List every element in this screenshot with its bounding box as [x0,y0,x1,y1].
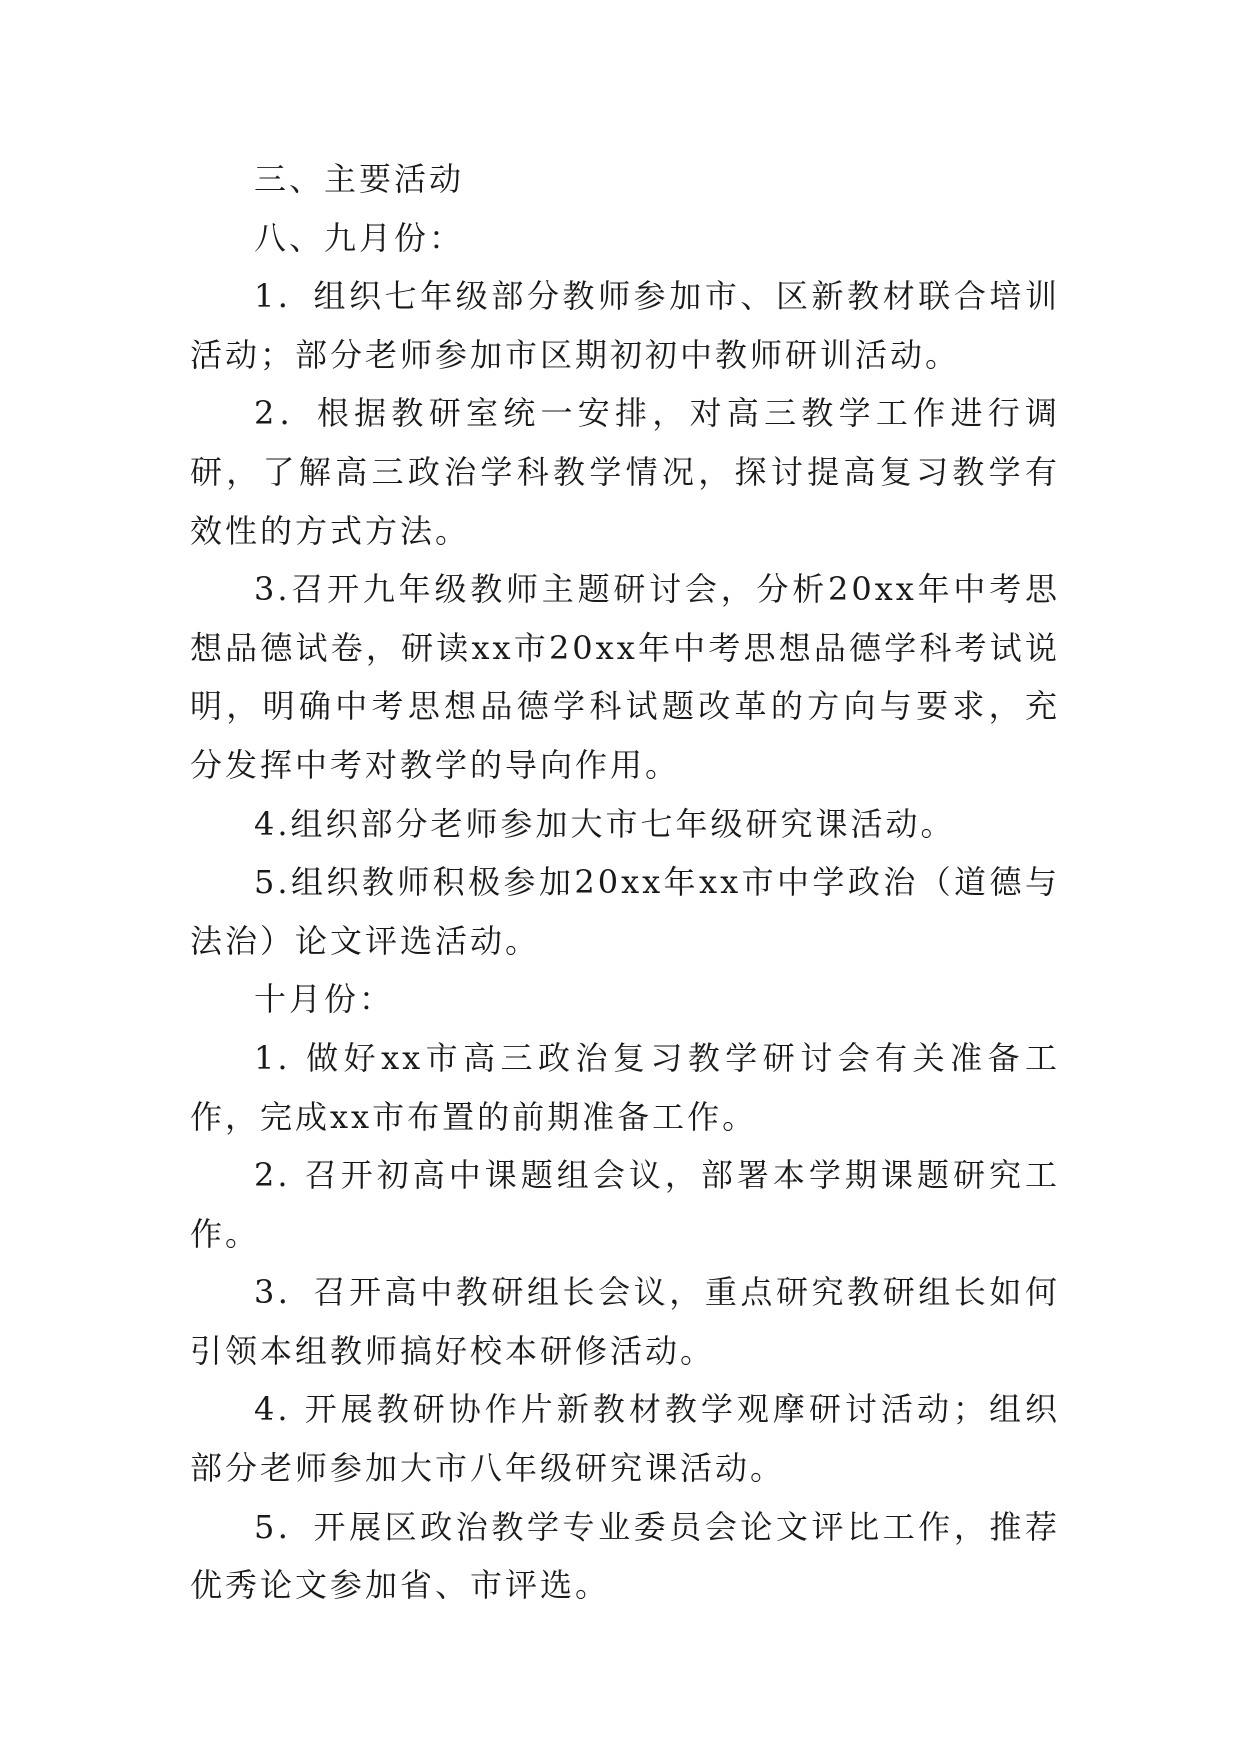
subsection-heading-oct: 十月份： [254,980,395,1019]
list-item: 2. 召开初高中课题组会议，部署本学期课题研究工作。 [190,1156,1060,1253]
list-item: 3.召开九年级教师主题研讨会，分析20xx年中考思想品德试卷，研读xx市20xx年中考思想品德学科考试说明，明确中考思想品德学科试题改革的方向与要求，充分发挥中考对教学的导向作用。 [190,570,1060,784]
list-item: 1．组织七年级部分教师参加市、区新教材联合培训活动；部分老师参加市区期初初中教师研训活动。 [190,277,1060,374]
document-body [190,150,1060,1615]
list-item: 2．根据教研室统一安排，对高三教学工作进行调研，了解高三政治学科教学情况，探讨提高复习教学有效性的方式方法。 [190,394,1060,550]
section-heading: 三、主要活动 [254,160,465,198]
list-item: 4. 开展教研协作片新教材教学观摩研讨活动；组织部分老师参加大市八年级研究课活动。 [190,1390,1060,1488]
subsection-heading-aug-sep: 八、九月份： [254,218,465,257]
list-item: 5．开展区政治教学专业委员会论文评比工作，推荐优秀论文参加省、市评选。 [190,1507,1060,1605]
list-item: 5.组织教师积极参加20xx年xx市中学政治（道德与法治）论文评选活动。 [190,863,1060,960]
list-item: 4.组织部分老师参加大市七年级研究课活动。 [254,804,956,843]
list-item: 3．召开高中教研组长会议，重点研究教研组长如何引领本组教师搞好校本研修活动。 [190,1273,1060,1370]
list-item: 1. 做好xx市高三政治复习教学研讨会有关准备工作，完成xx市布置的前期准备工作。 [190,1038,1060,1136]
